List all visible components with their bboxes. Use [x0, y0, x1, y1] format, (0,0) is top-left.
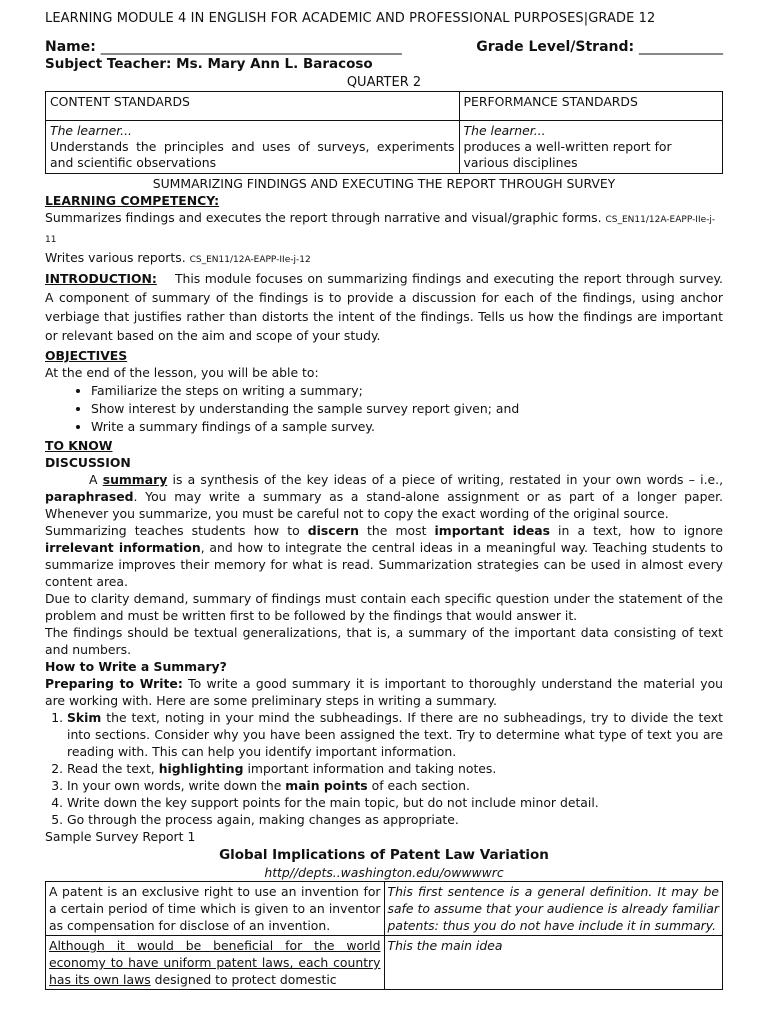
discussion-paragraph-4: The findings should be textual generalizations, that is, a summary of the important data consisting of text and numbers.: [45, 625, 723, 657]
performance-learner: The learner...: [463, 123, 546, 138]
content-standards-header: CONTENT STANDARDS: [46, 92, 460, 121]
subject-teacher: Subject Teacher: Ms. Mary Ann L. Baracoso: [45, 56, 373, 72]
steps-list: [45, 709, 723, 828]
discussion-paragraph-2: [45, 522, 723, 590]
step-1-text: the text, noting in your mind the subheadings. If there are no subheadings, try to divide the text into sections. Consider why you have been assigned the text. Try to determine what type of text you are reading with. This can help you identify important information.: [67, 710, 723, 759]
objective-item: • Familiarize the steps on writing a summary;: [91, 382, 723, 399]
name-row: [45, 39, 723, 56]
step-item: [67, 709, 723, 760]
quarter-label: QUARTER 2: [346, 75, 422, 90]
sample-row-1-left: A patent is an exclusive right to use an invention for a certain period of time which is given to an inventor as compensation for disclose of an invention.: [46, 882, 385, 936]
step-item: [67, 777, 723, 794]
grade-label: Grade Level/Strand:: [476, 39, 635, 55]
content-standards-cell: [46, 121, 460, 174]
discern-term: discern: [307, 523, 359, 538]
objectives-heading: OBJECTIVES: [45, 348, 128, 363]
step-item: [67, 760, 723, 777]
step-3-text-a: In your own words, write down the: [67, 778, 286, 793]
introduction-paragraph: [45, 269, 723, 345]
competency-line-2: [45, 249, 723, 269]
discussion-paragraph-3: Due to clarity demand, summary of findings must contain each specific question under the statement of the problem and must be written first to be followed by the findings that would answer it.: [45, 591, 723, 623]
sample-row-1-right: This first sentence is a general definition. It may be safe to assume that your audience is already familiar patents: thus you do not have include it in summary.: [384, 882, 723, 936]
preparing-text: To write a good summary it is important to thoroughly understand the material you are working with. Here are some preliminary steps in writing a summary.: [45, 676, 724, 708]
step-3-text-b: of each section.: [367, 778, 470, 793]
introduction-text: This module focuses on summarizing findings and executing the report through survey. A component of summary of the findings is to provide a discussion for each of the findings, using anchor verbiage that justifies rather than distorts the intent of the findings. Tells us how the findings are important or relevant based on the aim and scope of your study.: [45, 271, 723, 343]
competency-heading: LEARNING COMPETENCY:: [45, 193, 220, 208]
step-item: 4. Write down the key support points for the main topic, but do not include minor detail.: [67, 794, 723, 811]
competency-text-2: Writes various reports.: [45, 250, 186, 265]
sample-row-2-rest: designed to protect domestic: [150, 972, 337, 987]
preparing-paragraph: [45, 675, 723, 709]
name-label: Name:: [45, 39, 96, 55]
p1-text-a: A: [89, 472, 103, 487]
sample-row-2-left: [46, 936, 385, 990]
performance-standards-cell: [459, 121, 722, 174]
standards-table: [45, 91, 723, 174]
grade-field[interactable]: [476, 39, 723, 56]
highlighting-term: highlighting: [158, 761, 244, 776]
to-know-heading: TO KNOW: [45, 438, 113, 453]
discussion-heading: DISCUSSION: [45, 455, 131, 470]
p2-text-a: Summarizing teaches students how to: [45, 523, 308, 538]
main-idea-underlined: Although it would be beneficial for the world economy to have uniform patent laws, each country has its own laws: [49, 938, 381, 987]
summary-term: summary: [102, 472, 168, 487]
sample-row-2-right: This the main idea: [384, 936, 723, 990]
grade-blank: ____________: [639, 39, 723, 55]
sample-url: http//depts..washington.edu/owwwwrc: [264, 865, 504, 880]
competency-code-2: CS_EN11/12A-EAPP-IIe-j-12: [189, 255, 311, 265]
competency-text-1: Summarizes findings and executes the report through narrative and visual/graphic forms.: [45, 210, 602, 225]
irrelevant-term: irrelevant information: [45, 540, 201, 555]
module-header: LEARNING MODULE 4 IN ENGLISH FOR ACADEMIC AND PROFESSIONAL PURPOSES|GRADE 12: [45, 11, 656, 26]
p2-text-c: in a text, how to ignore: [549, 523, 723, 538]
name-field[interactable]: [45, 39, 402, 56]
paraphrased-term: paraphrased: [45, 489, 134, 504]
competency-line-1: [45, 209, 723, 249]
module-page: [45, 10, 723, 990]
step-item: 5. Go through the process again, making changes as appropriate.: [67, 811, 723, 828]
content-standards-text: Understands the principles and uses of surveys, experiments and scientific observations: [50, 139, 455, 170]
important-ideas-term: important ideas: [434, 523, 550, 538]
content-learner: The learner...: [50, 123, 132, 138]
competency-code-1: CS_EN11/12A-EAPP-IIe-j-11: [45, 215, 716, 245]
objectives-list: [45, 382, 723, 435]
p2-text-b: the most: [358, 523, 435, 538]
sample-report-table: [45, 881, 723, 990]
how-to-heading: How to Write a Summary?: [45, 659, 227, 674]
p2-text-d: , and how to integrate the central ideas in a meaningful way. Teaching students to summarize improves their memory for what is read. Summarization strategies can be used in almost every content area.: [45, 540, 723, 589]
introduction-heading: INTRODUCTION:: [45, 271, 157, 286]
p1-text-c: . You may write a summary as a stand-alone assignment or as part of a longer paper. Whenever you summarize, you must be careful not to copy the exact wording of the original source.: [45, 489, 723, 521]
step-2-text-a: Read the text,: [67, 761, 159, 776]
p1-text-b: is a synthesis of the key ideas of a piece of writing, restated in your own words – i.e.,: [167, 472, 724, 487]
skim-term: Skim: [67, 710, 102, 725]
objective-item: • Show interest by understanding the sample survey report given; and: [91, 400, 723, 417]
performance-standards-text: produces a well-written report for various disciplines: [463, 139, 672, 170]
module-title: SUMMARIZING FINDINGS AND EXECUTING THE REPORT THROUGH SURVEY: [152, 176, 616, 191]
performance-standards-header: PERFORMANCE STANDARDS: [459, 92, 722, 121]
sample-label: Sample Survey Report 1: [45, 829, 196, 844]
preparing-label: Preparing to Write:: [45, 676, 183, 691]
step-2-text-b: important information and taking notes.: [243, 761, 497, 776]
discussion-paragraph-1: [45, 471, 723, 522]
objective-item: • Write a summary findings of a sample survey.: [91, 418, 723, 435]
main-points-term: main points: [285, 778, 368, 793]
sample-title: Global Implications of Patent Law Variation: [219, 847, 549, 863]
name-blank: ___________________________________________: [100, 39, 402, 55]
objectives-lead: At the end of the lesson, you will be able to:: [45, 365, 319, 380]
